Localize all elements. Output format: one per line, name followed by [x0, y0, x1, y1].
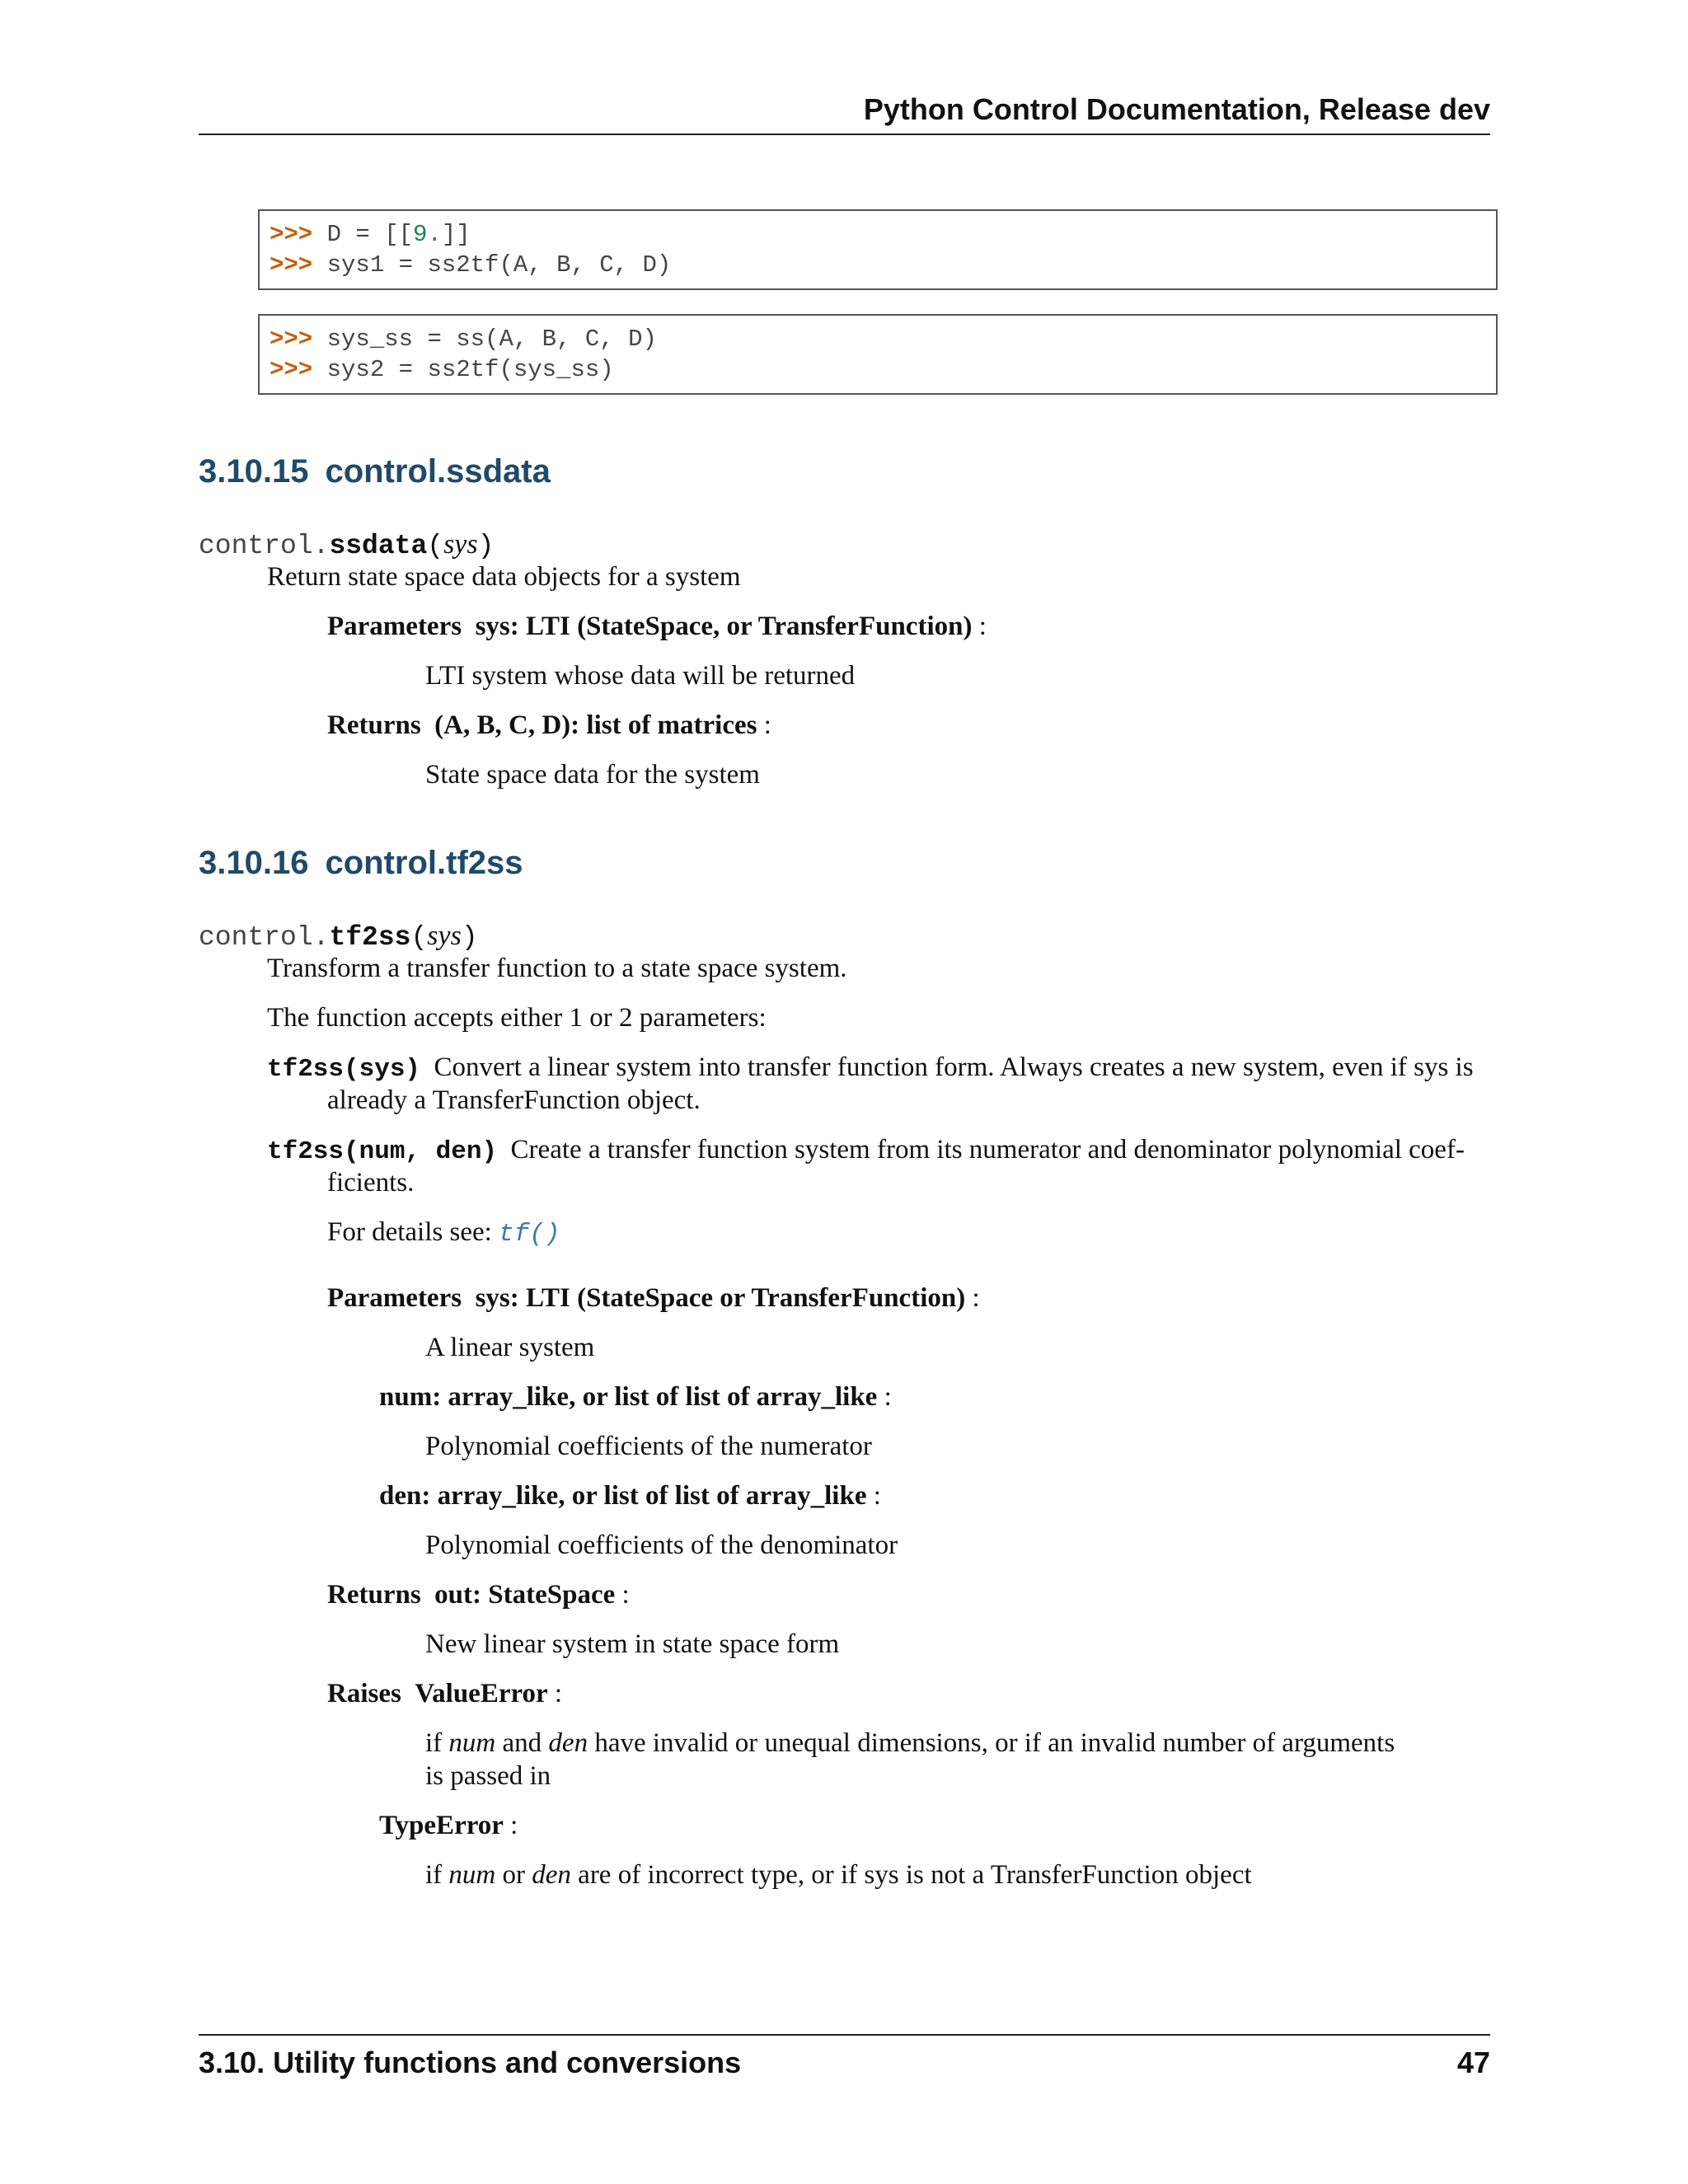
emphasis: num	[448, 1860, 496, 1890]
exception-description	[425, 1858, 1252, 1891]
return-name: (A, B, C, D): list of matrices	[434, 710, 757, 740]
running-header	[199, 92, 1490, 135]
colon: :	[503, 1811, 518, 1840]
sig-paren-close: )	[477, 531, 495, 561]
text: are of incorrect type, or if sys is not a TransferFunction object	[570, 1860, 1252, 1890]
exception-name: TypeError	[379, 1811, 504, 1840]
exception-description	[425, 1727, 1395, 1760]
text: if	[425, 1728, 449, 1758]
sig-function-name: tf2ss	[329, 922, 411, 953]
tf-link[interactable]: tf()	[499, 1220, 560, 1249]
sig-module: control.	[199, 922, 330, 953]
emphasis: den	[532, 1860, 571, 1890]
section-title: control.tf2ss	[325, 845, 523, 881]
param-description: Polynomial coefficients of the denominator	[425, 1530, 898, 1560]
exception-name: ValueError	[415, 1679, 548, 1708]
code-line	[270, 324, 1486, 354]
colon: :	[615, 1580, 630, 1610]
sig-paren-close: )	[461, 922, 478, 953]
colon: :	[972, 612, 987, 641]
code-line	[270, 250, 1486, 280]
param-description: LTI system whose data will be returned	[425, 661, 856, 691]
colon: :	[965, 1283, 980, 1313]
param-name: den: array_like, or list of list of array_like	[379, 1481, 867, 1511]
params-row	[327, 610, 987, 643]
code-text: ]]	[441, 221, 471, 248]
definition-item	[267, 1051, 1495, 1086]
sig-paren-open: (	[427, 531, 444, 561]
param-row	[379, 1479, 881, 1512]
emphasis: den	[548, 1728, 588, 1758]
details-line	[327, 1216, 560, 1251]
sig-argument: sys	[443, 529, 478, 560]
section-heading-tf2ss	[199, 845, 523, 882]
return-name: out: StateSpace	[434, 1580, 616, 1610]
function-summary: Transform a transfer function to a state space system.	[267, 954, 847, 983]
section-number: 3.10.15	[199, 453, 309, 490]
code-line	[270, 219, 1486, 250]
details-prefix: For details see:	[327, 1217, 499, 1247]
section-heading-ssdata	[199, 453, 551, 490]
code-text: sys1 = ss2tf(A, B, C, D)	[312, 251, 672, 279]
field-label: Parameters	[327, 1283, 462, 1313]
field-label: Parameters	[327, 612, 462, 641]
return-description: State space data for the system	[425, 760, 760, 790]
definition-text: Create a transfer function system from its numerator and denominator polynomial coef-	[510, 1135, 1465, 1165]
code-prompt: >>>	[270, 356, 313, 383]
exception-row	[379, 1809, 518, 1842]
definition-term: tf2ss(num, den)	[267, 1137, 498, 1166]
emphasis: num	[448, 1728, 496, 1758]
sig-argument: sys	[427, 921, 462, 951]
section-number: 3.10.16	[199, 845, 309, 881]
text: or	[495, 1860, 532, 1890]
returns-row	[327, 1578, 630, 1611]
field-label: Returns	[327, 1580, 421, 1610]
running-footer	[199, 2034, 1490, 2080]
function-signature-tf2ss	[199, 921, 478, 953]
colon: :	[757, 710, 771, 740]
field-label: Raises	[327, 1679, 401, 1708]
sig-module: control.	[199, 531, 330, 561]
param-name: sys: LTI (StateSpace or TransferFunction)	[475, 1283, 966, 1313]
raises-row	[327, 1677, 562, 1710]
code-prompt: >>>	[270, 221, 313, 248]
page-number: 47	[1456, 2046, 1490, 2079]
code-prompt: >>>	[270, 251, 313, 279]
text: if	[425, 1860, 449, 1890]
colon: :	[547, 1679, 563, 1708]
code-text: sys2 = ss2tf(sys_ss)	[312, 356, 614, 383]
function-signature-ssdata	[199, 529, 494, 561]
param-description: Polynomial coefficients of the numerator	[425, 1432, 872, 1461]
colon: :	[866, 1481, 881, 1511]
returns-row	[327, 709, 771, 742]
param-name: num: array_like, or list of list of array_like	[379, 1382, 878, 1412]
sig-paren-open: (	[410, 922, 428, 953]
definition-item	[267, 1133, 1495, 1169]
section-title: control.ssdata	[325, 453, 551, 490]
function-summary: Return state space data objects for a system	[267, 562, 741, 592]
code-line	[270, 354, 1486, 385]
paragraph: The function accepts either 1 or 2 parameters:	[267, 1003, 767, 1033]
code-block	[258, 314, 1498, 395]
document-title: Python Control Documentation, Release dev	[863, 92, 1490, 126]
code-text: sys_ss = ss(A, B, C, D)	[312, 326, 657, 353]
colon: :	[877, 1382, 892, 1412]
code-block	[258, 209, 1498, 290]
definition-text: Convert a linear system into transfer function form. Always creates a new system, even if sys is	[434, 1052, 1474, 1082]
param-name: sys: LTI (StateSpace, or TransferFunction)	[475, 612, 973, 641]
param-description: A linear system	[425, 1333, 595, 1362]
param-row	[379, 1380, 892, 1413]
text: have invalid or unequal dimensions, or if an invalid number of arguments	[588, 1728, 1395, 1758]
definition-text-cont: ficients.	[327, 1168, 415, 1197]
code-prompt: >>>	[270, 326, 313, 353]
definition-text-cont: already a TransferFunction object.	[327, 1085, 701, 1115]
exception-description-cont: is passed in	[425, 1761, 551, 1791]
code-text: D = [[	[312, 221, 414, 248]
sig-function-name: ssdata	[329, 531, 428, 561]
code-number: 9.	[413, 221, 442, 248]
return-description: New linear system in state space form	[425, 1629, 840, 1659]
definition-term: tf2ss(sys)	[267, 1055, 421, 1084]
footer-section: 3.10. Utility functions and conversions	[199, 2046, 742, 2079]
text: and	[495, 1728, 549, 1758]
params-row	[327, 1282, 980, 1315]
field-label: Returns	[327, 710, 421, 740]
